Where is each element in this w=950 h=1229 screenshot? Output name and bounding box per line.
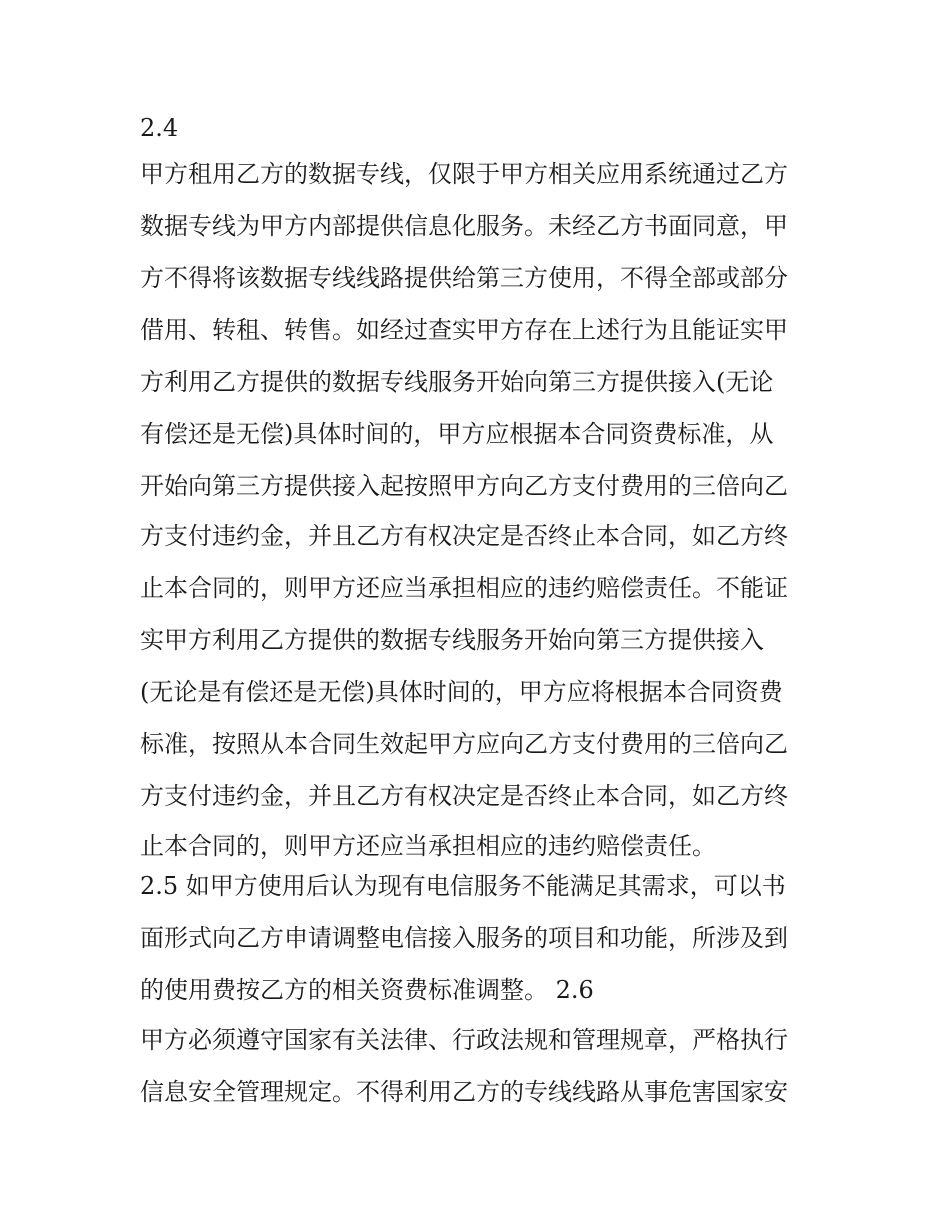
text-line: 面形式向乙方申请调整电信接入服务的项目和功能，所涉及到 <box>140 924 788 952</box>
text-line: 止本合同的，则甲方还应当承担相应的违约赔偿责任。 <box>140 832 716 860</box>
text-line: 数据专线为甲方内部提供信息化服务。未经乙方书面同意，甲 <box>140 212 788 240</box>
text-line: 实甲方利用乙方提供的数据专线服务开始向第三方提供接入 <box>140 626 764 654</box>
text-line: 借用、转租、转售。如经过查实甲方存在上述行为且能证实甲 <box>140 316 788 344</box>
text-line: 开始向第三方提供接入起按照甲方向乙方支付费用的三倍向乙 <box>140 472 788 500</box>
text-line: 信息安全管理规定。不得利用乙方的专线线路从事危害国家安 <box>140 1078 788 1106</box>
text-line: 方利用乙方提供的数据专线服务开始向第三方提供接入(无论 <box>140 368 774 396</box>
text-line: 甲方租用乙方的数据专线，仅限于甲方相关应用系统通过乙方 <box>140 160 788 188</box>
text-line: 甲方必须遵守国家有关法律、行政法规和管理规章，严格执行 <box>140 1026 788 1054</box>
section-2-5-line: 2.5 如甲方使用后认为现有电信服务不能满足其需求，可以书 <box>140 872 786 900</box>
section-number-2-4: 2.4 <box>140 114 179 142</box>
text-line: 止本合同的，则甲方还应当承担相应的违约赔偿责任。不能证 <box>140 574 788 602</box>
text-line: (无论是有偿还是无偿)具体时间的，甲方应将根据本合同资费 <box>140 678 783 706</box>
text-line: 方支付违约金，并且乙方有权决定是否终止本合同，如乙方终 <box>140 782 788 810</box>
text-line: 的使用费按乙方的相关资费标准调整。 2.6 <box>140 976 594 1004</box>
text-line: 方不得将该数据专线线路提供给第三方使用，不得全部或部分 <box>140 264 788 292</box>
text-line: 有偿还是无偿)具体时间的，甲方应根据本合同资费标准，从 <box>140 420 774 448</box>
text-line: 标准，按照从本合同生效起甲方应向乙方支付费用的三倍向乙 <box>140 730 788 758</box>
text-line: 方支付违约金，并且乙方有权决定是否终止本合同，如乙方终 <box>140 522 788 550</box>
